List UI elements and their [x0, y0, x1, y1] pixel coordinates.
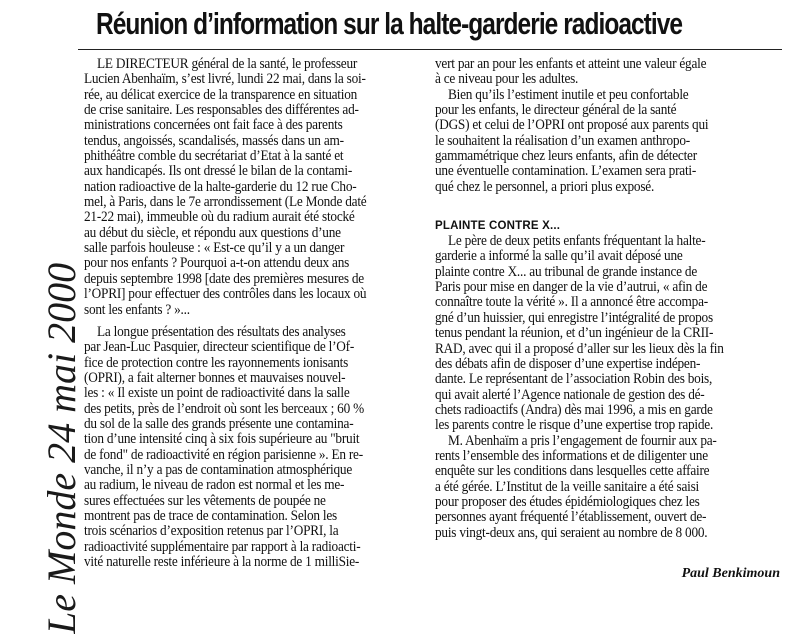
- text-line: La longue présentation des résultats des analyses: [97, 323, 346, 340]
- article-column-2: [435, 57, 780, 541]
- text-line: le souhaitent la réalisation d’un examen anthropo-: [435, 132, 690, 149]
- text-line: phithéâtre comble du secrétariat d’Etat à la santé et: [84, 148, 344, 165]
- text-line: nation radioactive de la halte-garderie du 12 rue Cho-: [84, 178, 357, 195]
- text-line: qui avait alerté l’Agence nationale de gestion des dé-: [435, 386, 705, 403]
- text-line: M. Abenhaïm a pris l’engagement de fournir aux pa-: [448, 432, 717, 449]
- text-line: montrent pas de trace de contamination. Selon les: [84, 507, 337, 524]
- text-line: rents l’ensemble des informations et de diligenter une: [435, 447, 708, 464]
- text-line: du sol de la salle des grands présente une contamina-: [84, 415, 354, 432]
- text-line: Paris pour mise en danger de la vie d’autrui, « afin de: [435, 279, 708, 296]
- text-line: 21-22 mai), immeuble où du radium aurait été stocké: [84, 209, 355, 226]
- text-line: de crise sanitaire. Les responsables des différentes ad-: [84, 102, 359, 119]
- text-line: dante. Le représentant de l’association Robin des bois,: [435, 371, 713, 388]
- text-line: gammamétrique chez leurs enfants, afin de détecter: [435, 148, 697, 165]
- text-line: au radium, le niveau de radon est normal et les me-: [84, 477, 345, 494]
- text-line: Le père de deux petits enfants fréquentant la halte-: [448, 233, 706, 250]
- text-line: trois scénarios d’exposition retenus par l’OPRI, la: [84, 523, 339, 540]
- title-rule: [78, 49, 782, 50]
- text-line: des débats afin de disposer d’une expertise indépen-: [435, 355, 701, 372]
- text-line: connaître toute la vérité ». Il a annoncé être accompa-: [435, 294, 708, 311]
- text-line: plainte contre X... au tribunal de grande instance de: [435, 263, 697, 280]
- text-line: pour proposer des études épidémiologiques chez les: [435, 493, 700, 510]
- text-line: une éventuelle contamination. L’examen sera prati-: [435, 163, 697, 180]
- text-line: sures effectuées sur les vêtements de poupée ne: [84, 492, 326, 509]
- paragraph-gap: [435, 195, 780, 219]
- text-line: (OPRI), a fait alterner bonnes et mauvaises nouvel-: [84, 369, 346, 386]
- byline: Paul Benkimoun: [681, 566, 780, 581]
- text-line: par Jean-Luc Pasquier, directeur scientifique de l’Of-: [84, 339, 355, 356]
- text-line: rée, au délicat exercice de la transparence en situation: [84, 86, 358, 103]
- text-line: personnes ayant fréquenté l’établissement, ouvert de-: [435, 509, 707, 526]
- text-line: tion d’une intensité cinq à six fois supérieure au "bruit: [84, 431, 360, 448]
- text-line: qué chez le personnel, a priori plus exposé.: [435, 178, 655, 195]
- text-line: LE DIRECTEUR général de la santé, le professeur: [97, 56, 358, 72]
- text-line: fice de protection contre les rayonnements ionisants: [84, 354, 349, 371]
- text-line: tendus, angoissés, scandalisés, massés dans un am-: [84, 132, 344, 149]
- text-line: vert par an pour les enfants et atteint une valeur égale: [435, 56, 707, 72]
- text-line: à ce niveau pour les adultes.: [435, 71, 579, 88]
- text-line: ministrations concernées ont fait face à des parents: [84, 117, 343, 134]
- text-line: aux handicapés. Ils ont dressé le bilan de la contami-: [84, 163, 353, 180]
- text-line: vanche, il n’y a pas de contamination atmosphérique: [84, 461, 353, 478]
- text-line: garderie a informé la salle qu’il avait déposé une: [435, 248, 683, 265]
- article-column-1: [84, 57, 429, 570]
- text-line: tenus pendant la réunion, et d’un ingénieur de la CRII-: [435, 325, 714, 342]
- text-line: salle parfois houleuse : « Est-ce qu’il y a un danger: [84, 240, 345, 257]
- subheading: PLAINTE CONTRE X...: [435, 220, 561, 233]
- text-line: Lucien Abenhaïm, s’est livré, lundi 22 mai, dans la soi-: [84, 71, 366, 88]
- text-line: radioactivité supplémentaire par rapport à la radioacti-: [84, 538, 361, 555]
- text-line: puis vingt-deux ans, qui seraient au nombre de 8 000.: [435, 524, 708, 541]
- text-line: des petits, près de l’endroit où sont les berceaux ; 60 %: [84, 400, 364, 417]
- text-line: vité naturelle reste inférieure à la norme de 1 milliSie-: [84, 554, 360, 570]
- text-line: a été gérée. L’Institut de la veille sanitaire a été saisi: [435, 478, 700, 495]
- text-line: enquête sur les conditions dans lesquelles cette affaire: [435, 463, 710, 480]
- article-title: Réunion d’information sur la halte-garderie radioactive: [96, 6, 683, 41]
- text-line: de fond" de radioactivité en région parisienne ». En re-: [84, 446, 363, 463]
- text-line: pour nos enfants ? Pourquoi a-t-on attendu deux ans: [84, 255, 350, 272]
- text-line: pour les enfants, le directeur général de la santé: [435, 102, 677, 119]
- text-line: RAD, avec qui il a proposé d’aller sur les lieux dès la fin: [435, 340, 724, 357]
- text-line: (DGS) et celui de l’OPRI ont proposé aux parents qui: [435, 117, 709, 134]
- text-line: les : « Il existe un point de radioactivité dans la salle: [84, 385, 350, 402]
- text-line: mel, à Paris, dans le 7e arrondissement (Le Monde daté: [84, 194, 367, 211]
- text-line: l’OPRI] pour effectuer des contrôles dans les locaux où: [84, 286, 367, 303]
- text-line: les parents contre le risque d’une expertise trop rapide.: [435, 417, 714, 434]
- text-line: depuis septembre 1998 [date des premières mesures de: [84, 270, 364, 287]
- text-line: au début du siècle, et répondu aux questions d’une: [84, 224, 341, 241]
- text-line: gné d’un huissier, qui enregistre l’intégralité de propos: [435, 309, 713, 326]
- text-line: chets radioactifs (Andra) dès mai 1996, a mis en garde: [435, 401, 713, 418]
- text-line: Bien qu’ils l’estiment inutile et peu confortable: [448, 86, 689, 103]
- handwritten-annotation: Le Monde 24 mai 2000: [39, 262, 84, 634]
- text-line: sont les enfants ? »...: [84, 301, 190, 318]
